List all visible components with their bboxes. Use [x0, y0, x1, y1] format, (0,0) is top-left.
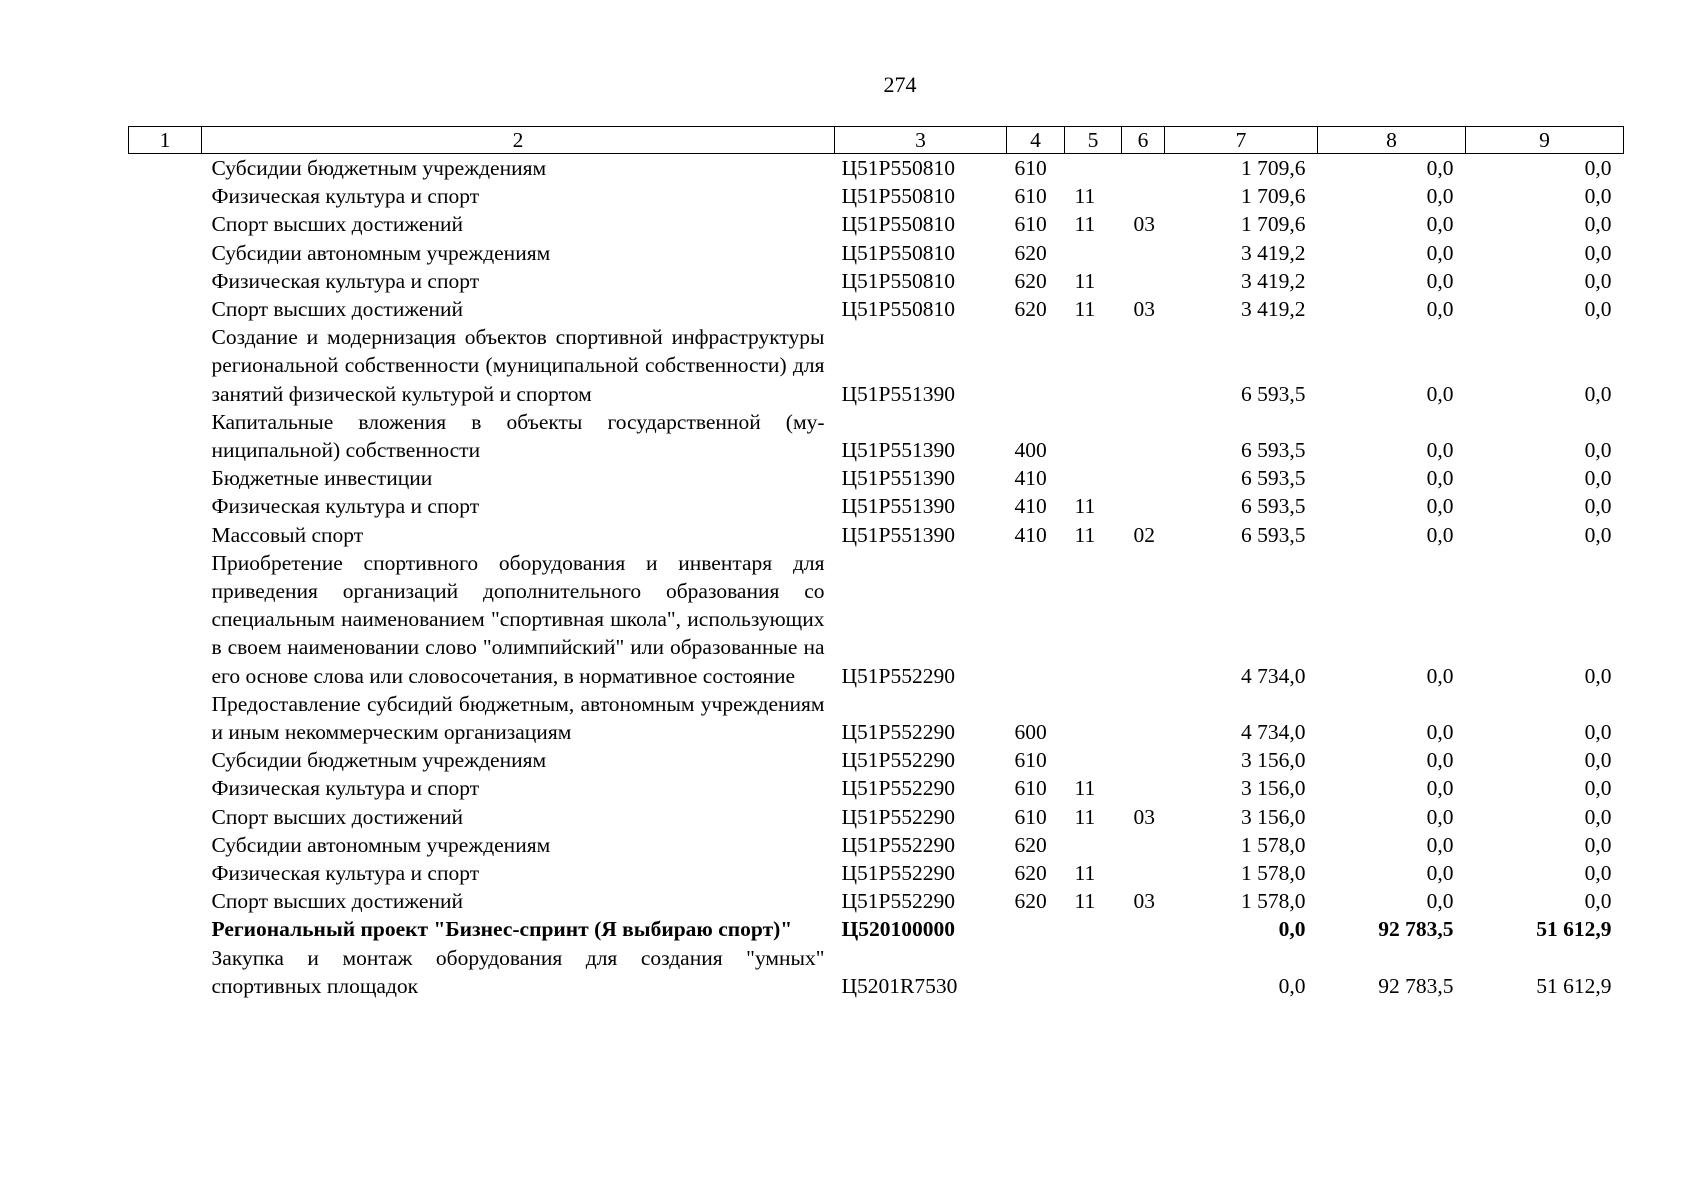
cell-target-code: Ц520100000 — [841, 917, 955, 942]
cell-amount-col7: 4 734,0 — [1241, 663, 1306, 688]
table-row — [129, 267, 1624, 295]
cell-amount-col9: 51 612,9 — [1536, 973, 1612, 998]
header-col-7: 7 — [1165, 127, 1318, 154]
cell-name: Закупка и монтаж оборудования для создания "умных" спортивных площадок — [211, 945, 825, 998]
cell-amount-col8: 0,0 — [1426, 268, 1454, 293]
cell-blank — [129, 774, 202, 802]
cell-amount-col8: 92 783,5 — [1378, 973, 1454, 998]
table-row — [129, 549, 1624, 690]
cell-name: Региональный проект "Бизнес-спринт (Я выбираю спорт)" — [211, 917, 793, 942]
cell-subsection — [1122, 915, 1165, 943]
cell-amount-col9: 0,0 — [1584, 156, 1612, 180]
cell-expense-type: 610 — [1014, 212, 1047, 237]
cell-section — [1065, 746, 1122, 774]
table-row — [129, 746, 1624, 774]
cell-section: 11 — [1074, 861, 1096, 886]
cell-section: 11 — [1074, 889, 1096, 914]
cell-expense-type — [1007, 323, 1065, 408]
cell-blank — [129, 154, 202, 183]
header-col-5: 5 — [1065, 127, 1122, 154]
cell-amount-col7: 1 578,0 — [1241, 832, 1306, 857]
cell-target-code: Ц51Р550810 — [841, 297, 955, 322]
cell-section — [1065, 464, 1122, 492]
cell-amount-col7: 1 578,0 — [1241, 861, 1306, 886]
cell-blank — [129, 239, 202, 267]
cell-name: Физическая культура и спорт — [211, 861, 480, 886]
cell-subsection: 03 — [1133, 297, 1155, 322]
cell-amount-col9: 0,0 — [1584, 466, 1612, 491]
cell-amount-col7: 6 593,5 — [1241, 438, 1306, 463]
cell-name: Субсидии бюджетным учреждениям — [211, 748, 547, 773]
cell-section: 11 — [1074, 297, 1096, 322]
cell-name: Субсидии автономным учреждениям — [211, 240, 551, 265]
cell-amount-col9: 0,0 — [1584, 663, 1612, 688]
cell-expense-type: 410 — [1014, 522, 1047, 547]
cell-blank — [129, 944, 202, 1000]
cell-expense-type — [1007, 549, 1065, 690]
table-row — [129, 239, 1624, 267]
cell-amount-col7: 3 419,2 — [1241, 240, 1306, 265]
cell-expense-type: 400 — [1014, 438, 1047, 463]
cell-subsection — [1122, 154, 1165, 183]
cell-amount-col9: 0,0 — [1584, 522, 1612, 547]
cell-target-code: Ц51Р551390 — [841, 381, 955, 406]
cell-target-code: Ц51Р551390 — [841, 466, 955, 491]
cell-expense-type: 600 — [1014, 720, 1047, 745]
cell-section — [1065, 239, 1122, 267]
cell-expense-type: 620 — [1014, 889, 1047, 914]
cell-amount-col8: 0,0 — [1426, 494, 1454, 519]
cell-section: 11 — [1074, 522, 1096, 547]
cell-amount-col9: 0,0 — [1584, 861, 1612, 886]
table-row — [129, 408, 1624, 464]
cell-amount-col8: 0,0 — [1426, 438, 1454, 463]
cell-blank — [129, 746, 202, 774]
cell-amount-col9: 0,0 — [1584, 438, 1612, 463]
table-row — [129, 859, 1624, 887]
cell-target-code: Ц51Р551390 — [841, 438, 955, 463]
cell-amount-col8: 0,0 — [1426, 156, 1454, 180]
cell-amount-col7: 3 156,0 — [1241, 804, 1306, 829]
cell-amount-col8: 0,0 — [1426, 522, 1454, 547]
cell-subsection — [1122, 408, 1165, 464]
cell-amount-col7: 3 419,2 — [1241, 268, 1306, 293]
table-row — [129, 295, 1624, 323]
table-row — [129, 464, 1624, 492]
cell-expense-type: 610 — [1014, 156, 1047, 180]
cell-subsection — [1122, 267, 1165, 295]
cell-blank — [129, 915, 202, 943]
cell-section — [1065, 831, 1122, 859]
cell-amount-col9: 0,0 — [1584, 268, 1612, 293]
header-col-8: 8 — [1318, 127, 1466, 154]
cell-target-code: Ц51Р551390 — [841, 494, 955, 519]
cell-expense-type: 610 — [1014, 184, 1047, 209]
cell-section — [1065, 154, 1122, 183]
cell-section: 11 — [1074, 184, 1096, 209]
table-row — [129, 915, 1624, 943]
cell-section: 11 — [1074, 776, 1096, 801]
cell-name: Спорт высших достижений — [211, 297, 463, 322]
table-row — [129, 774, 1624, 802]
cell-name: Спорт высших достижений — [211, 889, 463, 914]
cell-subsection — [1122, 746, 1165, 774]
cell-amount-col7: 6 593,5 — [1241, 466, 1306, 491]
table-row — [129, 182, 1624, 210]
table-row — [129, 210, 1624, 238]
cell-subsection — [1122, 239, 1165, 267]
cell-blank — [129, 690, 202, 746]
cell-amount-col8: 0,0 — [1426, 466, 1454, 491]
header-row — [129, 127, 1624, 154]
cell-amount-col7: 0,0 — [1278, 973, 1306, 998]
cell-target-code: Ц51Р552290 — [841, 663, 955, 688]
cell-name: Массовый спорт — [211, 522, 364, 547]
cell-expense-type: 410 — [1014, 494, 1047, 519]
cell-target-code: Ц51Р550810 — [841, 268, 955, 293]
table-body — [129, 154, 1624, 1001]
cell-amount-col9: 0,0 — [1584, 184, 1612, 209]
cell-amount-col9: 0,0 — [1584, 494, 1612, 519]
cell-target-code: Ц51Р550810 — [841, 156, 955, 180]
cell-blank — [129, 210, 202, 238]
header-col-1: 1 — [129, 127, 202, 154]
table-row — [129, 323, 1624, 408]
table-row — [129, 803, 1624, 831]
cell-amount-col9: 0,0 — [1584, 748, 1612, 773]
cell-section — [1065, 944, 1122, 1000]
cell-amount-col8: 0,0 — [1426, 804, 1454, 829]
cell-subsection — [1122, 323, 1165, 408]
cell-amount-col9: 0,0 — [1584, 832, 1612, 857]
cell-blank — [129, 464, 202, 492]
cell-subsection — [1122, 859, 1165, 887]
cell-expense-type: 610 — [1014, 748, 1047, 773]
cell-subsection — [1122, 690, 1165, 746]
cell-subsection — [1122, 182, 1165, 210]
page-number: 274 — [883, 72, 917, 97]
cell-amount-col8: 0,0 — [1426, 861, 1454, 886]
cell-section: 11 — [1074, 268, 1096, 293]
cell-name: Физическая культура и спорт — [211, 494, 480, 519]
cell-amount-col9: 0,0 — [1584, 889, 1612, 914]
cell-name: Физическая культура и спорт — [211, 268, 480, 293]
cell-amount-col9: 0,0 — [1584, 240, 1612, 265]
cell-subsection: 03 — [1133, 212, 1155, 237]
cell-amount-col7: 4 734,0 — [1241, 720, 1306, 745]
cell-target-code: Ц51Р552290 — [841, 832, 955, 857]
cell-name: Предоставление субсидий бюджетным, автономным учреждениям и иным некоммерческим организациям — [211, 691, 825, 745]
cell-amount-col8: 0,0 — [1426, 240, 1454, 265]
cell-expense-type: 620 — [1014, 268, 1047, 293]
cell-expense-type: 620 — [1014, 832, 1047, 857]
cell-amount-col8: 0,0 — [1426, 832, 1454, 857]
cell-section — [1065, 323, 1122, 408]
cell-section: 11 — [1074, 494, 1096, 519]
cell-amount-col8: 0,0 — [1426, 381, 1454, 406]
cell-expense-type — [1007, 915, 1065, 943]
cell-amount-col7: 6 593,5 — [1241, 522, 1306, 547]
cell-blank — [129, 887, 202, 915]
cell-blank — [129, 295, 202, 323]
cell-amount-col8: 0,0 — [1426, 212, 1454, 237]
table-row — [129, 492, 1624, 520]
table-row — [129, 690, 1624, 746]
cell-subsection — [1122, 464, 1165, 492]
cell-target-code: Ц51Р552290 — [841, 748, 955, 773]
cell-expense-type: 410 — [1014, 466, 1047, 491]
cell-amount-col8: 0,0 — [1426, 720, 1454, 745]
cell-blank — [129, 267, 202, 295]
cell-amount-col8: 0,0 — [1426, 297, 1454, 322]
header-col-2: 2 — [202, 127, 835, 154]
cell-subsection: 03 — [1133, 889, 1155, 914]
header-col-6: 6 — [1122, 127, 1165, 154]
cell-amount-col8: 0,0 — [1426, 184, 1454, 209]
table-row — [129, 944, 1624, 1000]
cell-name: Бюджетные инвестиции — [211, 466, 433, 491]
cell-amount-col8: 0,0 — [1426, 663, 1454, 688]
cell-target-code: Ц51Р552290 — [841, 776, 955, 801]
cell-amount-col7: 1 709,6 — [1241, 184, 1306, 209]
cell-name: Физическая культура и спорт — [211, 776, 480, 801]
cell-blank — [129, 521, 202, 549]
table-row — [129, 887, 1624, 915]
cell-target-code: Ц5201R7530 — [841, 973, 958, 998]
cell-target-code: Ц51Р551390 — [841, 522, 955, 547]
cell-amount-col7: 3 156,0 — [1241, 776, 1306, 801]
cell-expense-type — [1007, 944, 1065, 1000]
cell-name: Субсидии бюджетным учреждениям — [211, 156, 547, 180]
cell-target-code: Ц51Р552290 — [841, 720, 955, 745]
cell-amount-col7: 1 578,0 — [1241, 889, 1306, 914]
cell-subsection: 03 — [1133, 804, 1155, 829]
cell-expense-type: 620 — [1014, 240, 1047, 265]
cell-expense-type: 620 — [1014, 861, 1047, 886]
cell-amount-col7: 6 593,5 — [1241, 494, 1306, 519]
cell-amount-col7: 1 709,6 — [1241, 212, 1306, 237]
header-col-3: 3 — [835, 127, 1007, 154]
cell-subsection — [1122, 831, 1165, 859]
cell-subsection — [1122, 774, 1165, 802]
cell-amount-col8: 92 783,5 — [1378, 917, 1454, 942]
cell-target-code: Ц51Р550810 — [841, 212, 955, 237]
cell-name: Спорт высших достижений — [211, 212, 463, 237]
cell-target-code: Ц51Р550810 — [841, 240, 955, 265]
cell-section: 11 — [1074, 804, 1096, 829]
table-header — [129, 127, 1624, 154]
cell-target-code: Ц51Р552290 — [841, 861, 955, 886]
cell-blank — [129, 408, 202, 464]
cell-amount-col9: 0,0 — [1584, 297, 1612, 322]
cell-name: Приобретение спортивного оборудования и инвентаря для приведения организаций дополнительного образования со специальным наименованием "спортивная школа", использующих в своем наименовании слово "олимпийский" или образованные на его основе слова или словосочетания, в нормативное состояние — [211, 550, 825, 688]
cell-name: Субсидии автономным учреждениям — [211, 832, 551, 857]
cell-blank — [129, 182, 202, 210]
cell-blank — [129, 549, 202, 690]
cell-amount-col7: 3 419,2 — [1241, 297, 1306, 322]
cell-amount-col9: 0,0 — [1584, 720, 1612, 745]
cell-section — [1065, 408, 1122, 464]
cell-expense-type: 610 — [1014, 804, 1047, 829]
cell-blank — [129, 803, 202, 831]
cell-amount-col9: 0,0 — [1584, 212, 1612, 237]
budget-table — [128, 126, 1624, 1000]
cell-amount-col7: 0,0 — [1278, 917, 1306, 942]
cell-section — [1065, 690, 1122, 746]
cell-subsection: 02 — [1133, 522, 1155, 547]
cell-name: Спорт высших достижений — [211, 804, 463, 829]
cell-subsection — [1122, 944, 1165, 1000]
cell-target-code: Ц51Р552290 — [841, 889, 955, 914]
cell-name: Физическая культура и спорт — [211, 184, 480, 209]
cell-expense-type: 620 — [1014, 297, 1047, 322]
cell-subsection — [1122, 549, 1165, 690]
cell-blank — [129, 492, 202, 520]
cell-subsection — [1122, 492, 1165, 520]
cell-blank — [129, 831, 202, 859]
cell-target-code: Ц51Р550810 — [841, 184, 955, 209]
cell-section — [1065, 915, 1122, 943]
cell-amount-col7: 3 156,0 — [1241, 748, 1306, 773]
cell-amount-col8: 0,0 — [1426, 889, 1454, 914]
cell-amount-col9: 0,0 — [1584, 776, 1612, 801]
header-col-4: 4 — [1007, 127, 1065, 154]
cell-section: 11 — [1074, 212, 1096, 237]
cell-amount-col7: 6 593,5 — [1241, 381, 1306, 406]
cell-amount-col7: 1 709,6 — [1241, 156, 1306, 180]
cell-name: Создание и модернизация объектов спортивной инфраструктуры региональной собственности (муниципальной собственности) для занятий физической культурой и спортом — [211, 325, 825, 406]
table-row — [129, 154, 1624, 183]
cell-amount-col8: 0,0 — [1426, 776, 1454, 801]
cell-name: Капитальные вложения в объекты государственной (муниципальной) собственности — [211, 409, 825, 463]
cell-amount-col9: 0,0 — [1584, 381, 1612, 406]
cell-target-code: Ц51Р552290 — [841, 804, 955, 829]
cell-amount-col9: 0,0 — [1584, 804, 1612, 829]
cell-blank — [129, 323, 202, 408]
cell-amount-col9: 51 612,9 — [1536, 917, 1612, 942]
cell-blank — [129, 859, 202, 887]
cell-amount-col8: 0,0 — [1426, 748, 1454, 773]
cell-section — [1065, 549, 1122, 690]
table-row — [129, 521, 1624, 549]
cell-expense-type: 610 — [1014, 776, 1047, 801]
table-row — [129, 831, 1624, 859]
header-col-9: 9 — [1466, 127, 1624, 154]
